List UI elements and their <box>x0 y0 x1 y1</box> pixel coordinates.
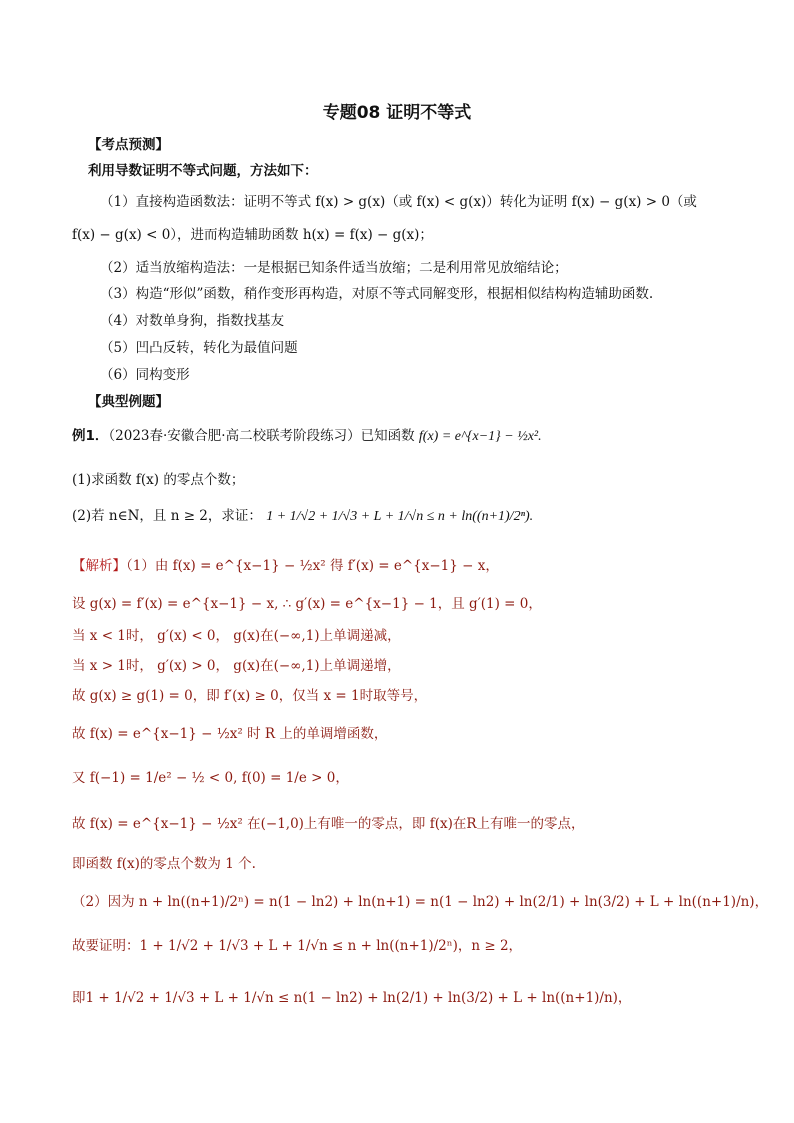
example-1-statement <box>72 426 542 447</box>
method-6: （6）同构变形 <box>100 367 190 383</box>
example-source: （2023春·安徽合肥·高二校联考阶段练习）已知函数 <box>108 428 415 444</box>
solution-step-7: 又 f(−1) = 1/e² − ½ < 0, f(0) = 1/e > 0， <box>72 770 349 786</box>
solution-step-3: 当 x < 1时， g′(x) < 0， g(x)在(−∞,1)上单调递减， <box>72 628 401 644</box>
section-heading-forecast: 【考点预测】 <box>88 137 169 153</box>
solution-step-1: （1）由 f(x) = e^{x−1} − ½x² 得 f′(x) = e^{x−1} − x， <box>126 558 499 574</box>
solution-step-6: 故 f(x) = e^{x−1} − ½x² 时 R 上的单调增函数， <box>72 726 388 742</box>
question-2-prefix: (2)若 n∈N，且 n ≥ 2，求证： <box>72 508 262 524</box>
example-function: f(x) = e^{x−1} − ½x². <box>418 429 542 444</box>
question-2-inequality: 1 + 1/√2 + 1/√3 + L + 1/√n ≤ n + ln((n+1)/2ⁿ). <box>266 509 534 524</box>
solution-step-2: 设 g(x) = f′(x) = e^{x−1} − x, ∴ g′(x) = e^{x−1} − 1，且 g′(1) = 0， <box>72 596 542 612</box>
solution-step-11: 故要证明：1 + 1/√2 + 1/√3 + L + 1/√n ≤ n + ln((n+1)/2ⁿ)，n ≥ 2， <box>72 938 523 954</box>
method-3: （3）构造“形似”函数，稍作变形再构造，对原不等式同解变形，根据相似结构构造辅助函数. <box>100 286 654 302</box>
section-heading-examples: 【典型例题】 <box>88 394 169 410</box>
solution-step-9: 即函数 f(x)的零点个数为 1 个. <box>72 856 256 872</box>
solution-step-12: 即1 + 1/√2 + 1/√3 + L + 1/√n ≤ n(1 − ln2) + ln(2/1) + ln(3/2) + L + ln((n+1)/n)， <box>72 990 632 1006</box>
question-1: (1)求函数 f(x) 的零点个数； <box>72 472 245 488</box>
page-title: 专题08 证明不等式 <box>322 103 472 123</box>
method-5: （5）凹凸反转，转化为最值问题 <box>100 340 298 356</box>
method-4: （4）对数单身狗，指数找基友 <box>100 313 285 329</box>
solution-step-4: 当 x > 1时， g′(x) > 0， g(x)在(−∞,1)上单调递增， <box>72 658 401 674</box>
solution-line-1 <box>72 556 499 576</box>
solution-step-8: 故 f(x) = e^{x−1} − ½x² 在(−1,0)上有唯一的零点，即 f(x)在R上有唯一的零点， <box>72 816 585 832</box>
example-label: 例1． <box>72 428 109 444</box>
method-1-line-2: f(x) − g(x) < 0），进而构造辅助函数 h(x) = f(x) − g(x)； <box>72 227 433 243</box>
solution-step-10: （2）因为 n + ln((n+1)/2ⁿ) = n(1 − ln2) + ln(n+1) = n(1 − ln2) + ln(2/1) + ln(3/2) + L + ln((n+1)/n)， <box>72 894 769 910</box>
question-2 <box>72 506 533 527</box>
method-1-line-1: （1）直接构造函数法：证明不等式 f(x) > g(x)（或 f(x) < g(x)）转化为证明 f(x) − g(x) > 0（或 <box>100 194 697 210</box>
method-2: （2）适当放缩构造法：一是根据已知条件适当放缩；二是利用常见放缩结论； <box>100 260 568 276</box>
solution-tag: 【解析】 <box>72 558 126 574</box>
intro-text: 利用导数证明不等式问题，方法如下： <box>88 163 318 179</box>
solution-step-5: 故 g(x) ≥ g(1) = 0，即 f′(x) ≥ 0，仅当 x = 1时取等号， <box>72 688 428 704</box>
